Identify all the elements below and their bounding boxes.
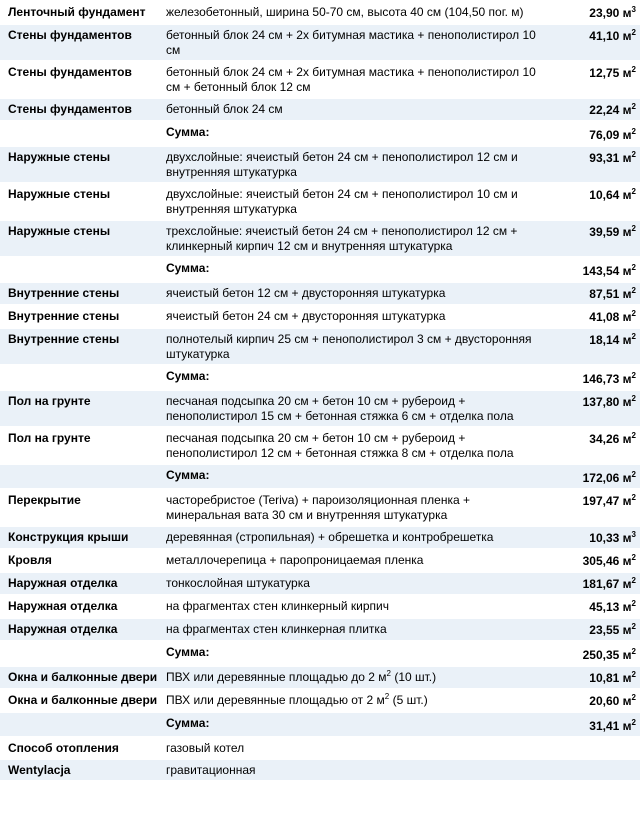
category-label: Wentylacja [8,763,71,777]
description-cell [162,573,548,594]
description-cell [162,690,548,711]
description-cell [162,527,548,548]
value-number: 181,67 [582,577,620,591]
value-unit-exponent: 2 [631,622,636,631]
value-cell [548,184,640,219]
table-row [0,2,640,23]
value-unit: м [622,471,632,485]
value-unit-exponent: 2 [631,309,636,318]
table-row [0,329,640,364]
value-cell [548,258,640,281]
category-cell [0,25,162,60]
value-number: 41,10 [589,29,620,43]
value-unit: м [622,287,632,301]
category-cell [0,283,162,304]
value-cell [548,221,640,256]
value-unit: м [622,600,632,614]
category-label: Наружные стены [8,224,111,238]
value-number: 34,26 [589,432,620,446]
sum-row [0,122,640,145]
category-cell [0,596,162,617]
description-cell [162,391,548,426]
sum-label-cell [162,122,548,145]
category-cell [0,573,162,594]
category-label: Наружная отделка [8,622,118,636]
value-cell [548,122,640,145]
sum-row [0,258,640,281]
value-unit-exponent: 2 [631,286,636,295]
value-cell [548,306,640,327]
description-text: часторебристое (Teriva) + пароизоляционная пленка + минеральная вата 30 см и внутренняя штукатурка [166,493,470,522]
value-unit: м [622,264,632,278]
value-cell [548,527,640,548]
value-unit-exponent: 2 [631,670,636,679]
description-exponent: 2 [384,692,390,701]
value-unit-exponent: 2 [631,553,636,562]
value-unit-exponent: 3 [631,530,636,539]
sum-label: Сумма: [166,468,210,482]
category-label: Конструкция крыши [8,530,129,544]
category-cell [0,713,162,736]
sum-row [0,642,640,665]
value-cell [548,99,640,120]
value-cell [548,690,640,711]
value-number: 39,59 [589,225,620,239]
description-cell [162,184,548,219]
table-row [0,62,640,97]
category-cell [0,147,162,182]
description-text: бетонный блок 24 см + 2х битумная мастика + пенополистирол 10 см + бетонный блок 12 см [166,65,536,94]
description-text: бетонный блок 24 см [166,102,283,116]
table-row [0,306,640,327]
value-number: 10,33 [589,531,620,545]
description-cell [162,147,548,182]
value-number: 23,90 [589,6,620,20]
value-unit-exponent: 2 [631,263,636,272]
description-cell [162,550,548,571]
value-unit-exponent: 2 [631,102,636,111]
sum-row [0,465,640,488]
value-unit: м [622,128,632,142]
value-unit: м [622,531,632,545]
category-cell [0,619,162,640]
value-number: 22,24 [589,103,620,117]
description-tail: (5 шт.) [389,693,428,707]
value-unit: м [622,188,632,202]
table-row [0,550,640,571]
description-cell [162,25,548,60]
value-unit: м [622,333,632,347]
value-unit: м [622,6,632,20]
category-cell [0,2,162,23]
value-cell [548,550,640,571]
table-row [0,184,640,219]
category-label: Наружная отделка [8,576,118,590]
description-text: ПВХ или деревянные площадью до 2 м [166,670,387,684]
category-label: Стены фундаментов [8,102,132,116]
value-unit: м [622,623,632,637]
description-text: на фрагментах стен клинкерная плитка [166,622,387,636]
category-cell [0,366,162,389]
category-cell [0,184,162,219]
table-row [0,25,640,60]
table-row [0,490,640,525]
value-unit-exponent: 2 [631,394,636,403]
sum-label-cell [162,465,548,488]
category-label: Перекрытие [8,493,81,507]
value-unit: м [622,719,632,733]
category-label: Наружные стены [8,187,111,201]
value-number: 76,09 [589,128,620,142]
value-cell [548,147,640,182]
value-number: 87,51 [589,287,620,301]
value-number: 10,81 [589,671,620,685]
value-number: 197,47 [582,494,620,508]
description-text: гравитационная [166,763,256,777]
value-number: 137,80 [582,395,620,409]
value-cell [548,619,640,640]
table-row [0,428,640,463]
description-cell [162,99,548,120]
description-cell [162,667,548,688]
table-row [0,667,640,688]
value-unit-exponent: 2 [631,493,636,502]
value-unit: м [622,432,632,446]
specification-table-body [0,2,640,780]
category-label: Наружная отделка [8,599,118,613]
category-label: Внутренние стены [8,309,120,323]
description-text: металлочерепица + паропроницаемая пленка [166,553,424,567]
value-cell [548,366,640,389]
category-cell [0,391,162,426]
value-cell [548,428,640,463]
value-unit-exponent: 2 [631,127,636,136]
category-cell [0,760,162,780]
table-row [0,760,640,780]
category-cell [0,62,162,97]
category-cell [0,99,162,120]
value-cell [548,25,640,60]
table-row [0,738,640,758]
category-cell [0,738,162,758]
value-cell [548,713,640,736]
value-unit: м [622,694,632,708]
category-cell [0,428,162,463]
category-cell [0,258,162,281]
category-cell [0,550,162,571]
table-row [0,596,640,617]
description-cell [162,596,548,617]
value-unit: м [622,648,632,662]
value-number: 23,55 [589,623,620,637]
table-row [0,99,640,120]
category-cell [0,221,162,256]
category-label: Наружные стены [8,150,111,164]
sum-row [0,713,640,736]
description-text: на фрагментах стен клинкерный кирпич [166,599,389,613]
description-text: бетонный блок 24 см + 2х битумная мастика + пенополистирол 10 см [166,28,536,57]
description-cell [162,329,548,364]
category-cell [0,329,162,364]
value-cell [548,62,640,97]
category-label: Ленточный фундамент [8,5,146,19]
description-cell [162,738,548,758]
value-cell [548,2,640,23]
value-unit-exponent: 2 [631,187,636,196]
value-cell [548,573,640,594]
description-cell [162,619,548,640]
value-unit: м [622,225,632,239]
category-label: Стены фундаментов [8,28,132,42]
description-text: газовый котел [166,741,245,755]
category-label: Кровля [8,553,52,567]
description-cell [162,221,548,256]
value-number: 93,31 [589,151,620,165]
category-cell [0,490,162,525]
value-number: 143,54 [582,264,620,278]
table-row [0,283,640,304]
value-unit: м [622,372,632,386]
description-text: двухслойные: ячеистый бетон 24 см + пенополистирол 12 см и внутренняя штукатурка [166,150,518,179]
value-unit-exponent: 2 [631,65,636,74]
value-unit-exponent: 2 [631,150,636,159]
value-number: 305,46 [582,554,620,568]
table-row [0,573,640,594]
description-cell [162,62,548,97]
category-label: Окна и балконные двери [8,670,158,684]
value-unit: м [622,554,632,568]
value-unit: м [622,29,632,43]
category-cell [0,527,162,548]
value-cell [548,465,640,488]
value-cell [548,760,640,780]
sum-label-cell [162,642,548,665]
category-cell [0,306,162,327]
category-cell [0,690,162,711]
description-text: трехслойные: ячеистый бетон 24 см + пенополистирол 12 см + клинкерный кирпич 12 см и внутренняя штукатурка [166,224,518,253]
category-label: Способ отопления [8,741,119,755]
table-row [0,391,640,426]
description-text: песчаная подсыпка 20 см + бетон 10 см + рубероид + пенополистирол 15 см + бетонная стяжка 6 см + отделка пола [166,394,514,423]
category-label: Пол на грунте [8,431,91,445]
description-exponent: 2 [386,669,391,678]
value-unit-exponent: 3 [631,5,636,14]
value-number: 20,60 [589,694,620,708]
value-unit: м [622,395,632,409]
value-unit-exponent: 2 [631,371,636,380]
sum-label: Сумма: [166,125,210,139]
value-unit-exponent: 2 [631,718,636,727]
value-cell [548,329,640,364]
table-row [0,690,640,711]
value-unit: м [622,577,632,591]
category-cell [0,667,162,688]
value-unit-exponent: 2 [631,224,636,233]
value-number: 12,75 [589,66,620,80]
value-cell [548,490,640,525]
value-unit-exponent: 2 [631,28,636,37]
sum-label: Сумма: [166,369,210,383]
value-cell [548,283,640,304]
sum-row [0,366,640,389]
value-number: 41,08 [589,310,620,324]
description-text: железобетонный, ширина 50-70 см, высота 40 см (104,50 пог. м) [166,5,524,19]
value-cell [548,738,640,758]
value-unit-exponent: 2 [631,470,636,479]
sum-label-cell [162,713,548,736]
category-label: Пол на грунте [8,394,91,408]
value-unit: м [622,310,632,324]
value-cell [548,667,640,688]
value-number: 172,06 [582,471,620,485]
value-unit-exponent: 2 [631,693,636,702]
value-unit-exponent: 2 [631,599,636,608]
description-text: полнотелый кирпич 25 см + пенополистирол 3 см + двусторонняя штукатурка [166,332,532,361]
sum-label: Сумма: [166,645,210,659]
description-text: песчаная подсыпка 20 см + бетон 10 см + рубероид + пенополистирол 12 см + бетонная стяжка 8 см + отделка пола [166,431,514,460]
description-cell [162,283,548,304]
sum-label-cell [162,366,548,389]
description-text: ячеистый бетон 24 см + двусторонняя штукатурка [166,309,446,323]
category-label: Окна и балконные двери [8,693,158,707]
value-number: 250,35 [582,648,620,662]
value-number: 146,73 [582,372,620,386]
value-unit-exponent: 2 [631,647,636,656]
category-label: Внутренние стены [8,332,120,346]
sum-label: Сумма: [166,261,210,275]
description-cell [162,2,548,23]
value-unit: м [622,103,632,117]
value-cell [548,596,640,617]
category-cell [0,122,162,145]
table-row [0,619,640,640]
table-row [0,147,640,182]
value-number: 10,64 [589,188,620,202]
description-text: тонкослойная штукатурка [166,576,310,590]
value-number: 45,13 [589,600,620,614]
sum-label-cell [162,258,548,281]
category-cell [0,642,162,665]
value-unit-exponent: 2 [631,332,636,341]
description-cell [162,760,548,780]
value-unit-exponent: 2 [631,576,636,585]
table-row [0,527,640,548]
value-unit: м [622,671,632,685]
description-text: деревянная (стропильная) + обрешетка и контробрешетка [166,530,494,544]
category-cell [0,465,162,488]
description-text: двухслойные: ячеистый бетон 24 см + пенополистирол 10 см и внутренняя штукатурка [166,187,518,216]
description-tail: (10 шт.) [391,670,437,684]
category-label: Стены фундаментов [8,65,132,79]
description-text: ячеистый бетон 12 см + двусторонняя штукатурка [166,286,446,300]
value-unit: м [622,66,632,80]
value-unit: м [622,494,632,508]
description-cell [162,490,548,525]
value-number: 18,14 [589,333,620,347]
value-cell [548,642,640,665]
description-cell [162,306,548,327]
value-unit: м [622,151,632,165]
description-text: ПВХ или деревянные площадью от 2 м [166,693,385,707]
value-unit-exponent: 2 [631,431,636,440]
value-number: 31,41 [589,719,620,733]
value-cell [548,391,640,426]
description-cell [162,428,548,463]
table-row [0,221,640,256]
sum-label: Сумма: [166,716,210,730]
category-label: Внутренние стены [8,286,120,300]
